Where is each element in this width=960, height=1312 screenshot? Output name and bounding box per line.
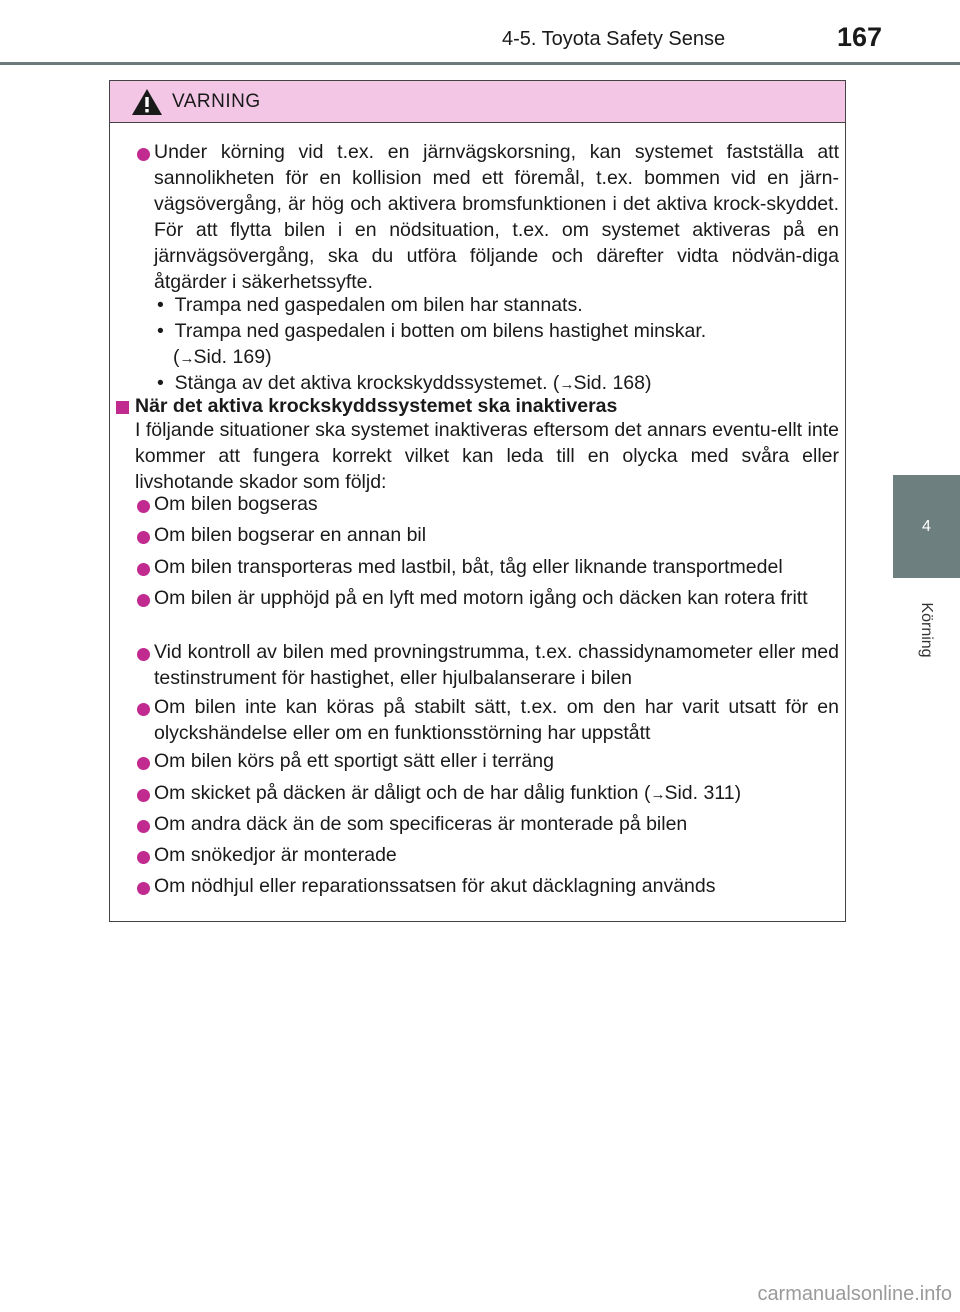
- warning-header: [110, 81, 845, 123]
- step-item: • Stänga av det aktiva krockskyddssystemet. (→Sid. 168): [157, 372, 652, 394]
- warning-intro: Under körning vid t.ex. en järnvägskorsning, kan systemet fastställa att sannolikheten för en kollision med ett föremål, t.ex. bommen vid en järn-vägsövergång, är hög och aktivera bromsfunktionen i det aktiva krock-skyddet. För att flytta bilen i en nödsituation, t.ex. om systemet aktiveras på en järnvägsövergång, ska du utföra följande och därefter vidta nödvän-diga åtgärder i säkerhetssyfte.: [154, 141, 839, 293]
- case-item: Om skicket på däcken är dåligt och de har dålig funktion (→Sid. 311): [154, 782, 742, 804]
- bullet-icon: [137, 531, 150, 544]
- bullet-icon: [137, 563, 150, 576]
- bullet-icon: [137, 789, 150, 802]
- step-ref: (→Sid. 169): [173, 346, 272, 368]
- bullet-icon: [137, 851, 150, 864]
- case-item: Om bilen körs på ett sportigt sätt eller i terräng: [154, 750, 554, 772]
- bullet-icon: [137, 594, 150, 607]
- case-item: Om bilen bogserar en annan bil: [154, 524, 427, 546]
- case-item: Vid kontroll av bilen med provningstrumma, t.ex. chassidynamometer eller med testinstrument för hastighet, eller hjulbalanserare i bilen: [154, 641, 839, 689]
- bullet-icon: [137, 500, 150, 513]
- case-item: Om bilen bogseras: [154, 493, 318, 515]
- case-item: Om bilen inte kan köras på stabilt sätt, t.ex. om den har varit utsatt för en olyckshändelse eller om en funktionsstörning har uppstått: [154, 696, 839, 744]
- deactivate-heading: När det aktiva krockskyddssystemet ska inaktiveras: [135, 395, 618, 417]
- arrow-right-icon: →: [179, 350, 194, 367]
- bullet-icon: [137, 148, 150, 161]
- warning-triangle-icon: [130, 87, 164, 117]
- arrow-right-icon: →: [650, 786, 665, 803]
- chapter-label: Körning: [918, 602, 935, 658]
- bullet-icon: [137, 882, 150, 895]
- chapter-number: 4: [922, 518, 931, 535]
- arrow-right-icon: →: [559, 376, 574, 393]
- bullet-icon: [137, 648, 150, 661]
- bullet-icon: [137, 703, 150, 716]
- section-square-icon: [116, 401, 129, 414]
- header-divider: [0, 62, 960, 65]
- case-item: Om andra däck än de som specificeras är monterade på bilen: [154, 813, 688, 835]
- deactivate-text: I följande situationer ska systemet inaktiveras eftersom det annars eventu-ellt inte kommer att fungera korrekt vilket kan leda till en olycka med svåra eller livshotande skador som följd:: [135, 419, 839, 493]
- page-number: 167: [836, 22, 882, 52]
- step-item: • Trampa ned gaspedalen om bilen har stannats.: [157, 294, 583, 316]
- bullet-icon: [137, 757, 150, 770]
- step-item: • Trampa ned gaspedalen i botten om bilens hastighet minskar.: [157, 320, 707, 342]
- case-item: Om bilen transporteras med lastbil, båt, tåg eller liknande transportmedel: [154, 556, 783, 578]
- case-item: Om nödhjul eller reparationssatsen för akut däcklagning används: [154, 875, 716, 897]
- warning-box: [109, 80, 846, 922]
- warning-title: VARNING: [172, 91, 261, 112]
- case-item: Om bilen är upphöjd på en lyft med motorn igång och däcken kan rotera fritt: [154, 587, 808, 609]
- bullet-icon: [137, 820, 150, 833]
- section-title: 4-5. Toyota Safety Sense: [502, 28, 726, 50]
- case-item: Om snökedjor är monterade: [154, 844, 397, 866]
- watermark: carmanualsonline.info: [757, 1283, 952, 1305]
